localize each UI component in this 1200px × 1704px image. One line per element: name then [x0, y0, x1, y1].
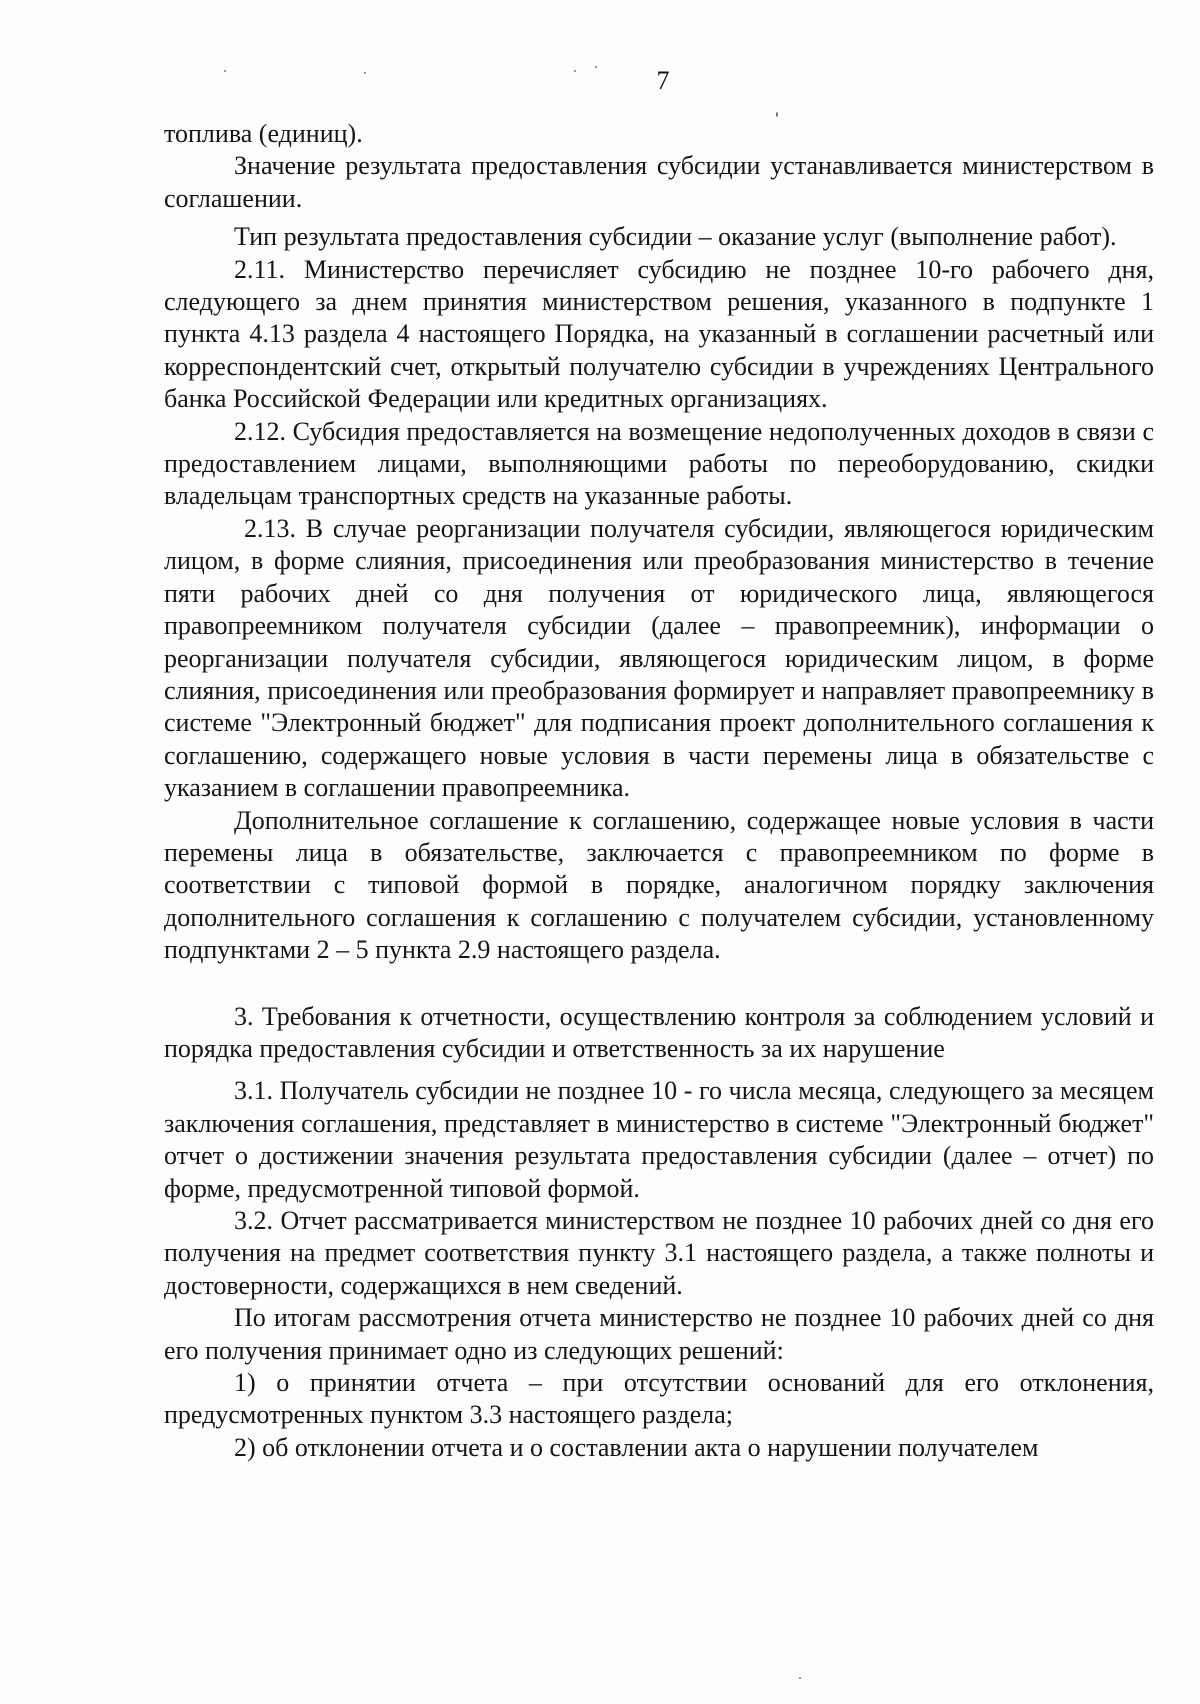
- paragraph-review-results: По итогам рассмотрения отчета министерство не позднее 10 рабочих дней со дня его получения принимает одно из следующих решений:: [164, 1303, 1154, 1365]
- paragraph-3-2: 3.2. Отчет рассматривается министерством не позднее 10 рабочих дней со дня его получения на предмет соответствия пункту 3.1 настоящего раздела, а также полноты и достоверности, содержащихся в нем сведений.: [164, 1206, 1154, 1300]
- list-item-accept-report: 1) о принятии отчета – при отсутствии оснований для его отклонения, предусмотренных пунктом 3.3 настоящего раздела;: [164, 1368, 1154, 1430]
- scan-speck: [574, 70, 576, 72]
- paragraph-fuel-units: топлива (единиц).: [164, 119, 363, 148]
- document-body: [164, 118, 1154, 1464]
- scan-speck: [595, 66, 597, 68]
- paragraph-additional-agreement: Дополнительное соглашение к соглашению, содержащее новые условия в части перемены лица в обязательстве, заключается с правопреемником по форме в соответствии с типовой формой в порядке, аналогичном порядку заключения дополнительного соглашения к соглашению с получателем субсидии, установленному подпунктами 2 – 5 пункта 2.9 настоящего раздела.: [164, 805, 1154, 965]
- scan-speck: [224, 70, 226, 72]
- page-number: 7: [656, 66, 670, 95]
- section-3-heading: 3. Требования к отчетности, осуществлению контроля за соблюдением условий и порядка предоставления субсидии и ответственность за их нарушение: [164, 1001, 1154, 1063]
- paragraph-2-12: 2.12. Субсидия предоставляется на возмещение недополученных доходов в связи с предоставлением лицами, выполняющими работы по переоборудованию, скидки владельцам транспортных средств на указанные работы.: [164, 416, 1154, 511]
- scan-speck: [776, 112, 778, 117]
- paragraph-2-13: 2.13. В случае реорганизации получателя субсидии, являющегося юридическим лицом, в форме слияния, присоединения или преобразования министерство в течение пяти рабочих дней со дня получения от юридического лица, являющегося правопреемником получателя субсидии (далее – правопреемник), информации о реорганизации получателя субсидии, являющегося юридическим лицом, в форме слияния, присоединения или преобразования формирует и направляет правопреемнику в системе "Электронный бюджет" для подписания проект дополнительного соглашения к соглашению, содержащего новые условия в части перемены лица в обязательстве с указанием в соглашении правопреемника.: [164, 513, 1154, 803]
- scan-speck: [364, 72, 366, 74]
- list-item-reject-report: 2) об отклонении отчета и о составлении акта о нарушении получателем: [234, 1432, 1039, 1462]
- paragraph-3-1: 3.1. Получатель субсидии не позднее 10 - го числа месяца, следующего за месяцем заключения соглашения, представляет в министерство в системе "Электронный бюджет" отчет о достижении значения результата предоставления субсидии (далее – отчет) по форме, предусмотренной типовой формой.: [164, 1076, 1154, 1203]
- paragraph-result-value: Значение результата предоставления субсидии устанавливается министерством в соглашении.: [164, 151, 1154, 213]
- scan-speck: [799, 1677, 801, 1679]
- paragraph-2-11: 2.11. Министерство перечисляет субсидию не позднее 10-го рабочего дня, следующего за днем принятия министерством решения, указанного в подпункте 1 пункта 4.13 раздела 4 настоящего Порядка, на указанный в соглашении расчетный или корреспондентский счет, открытый получателю субсидии в учреждениях Центрального банка Российской Федерации или кредитных организациях.: [164, 254, 1154, 414]
- paragraph-result-type: Тип результата предоставления субсидии – оказание услуг (выполнение работ).: [234, 222, 1117, 252]
